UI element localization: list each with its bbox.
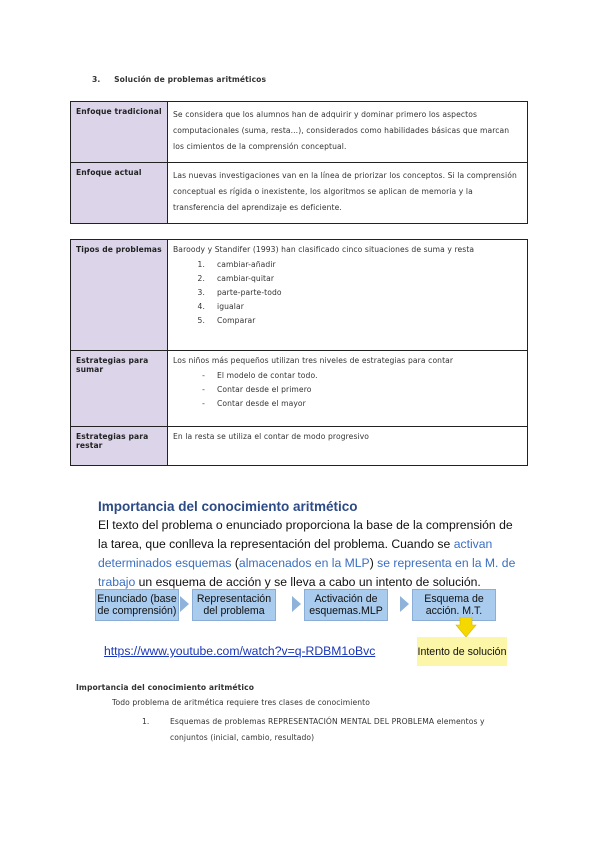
table-row <box>71 427 528 466</box>
table-row <box>71 240 528 351</box>
row-content <box>168 240 528 351</box>
section-title <box>92 75 266 84</box>
row-label: Estrategias para sumar <box>71 351 168 427</box>
list-item: - Contar desde el mayor <box>202 399 306 408</box>
section-title-text: Solución de problemas aritméticos <box>114 75 267 84</box>
arrow-down-icon <box>455 617 477 639</box>
section-number: 3. <box>92 75 101 84</box>
list-item: 1. cambiar-añadir <box>197 260 276 269</box>
row-label: Enfoque actual <box>71 163 168 224</box>
row-label: Estrategias para restar <box>71 427 168 466</box>
importance-paragraph: El texto del problema o enunciado proporciona la base de la comprensión de la tarea, que conlleva la representación del problema. Cuando se activan determinados esquemas (almacenados en la MLP) se representa en la M. de trabajo un esquema de acción y se lleva a cabo un intento de solución. <box>98 518 516 589</box>
row-intro: Baroody y Standifer (1993) han clasificado cinco situaciones de suma y resta <box>173 245 475 254</box>
strategies-list <box>173 368 522 410</box>
highlight-text: activan determinados esquemas <box>98 537 493 570</box>
arrow-right-icon <box>400 596 409 612</box>
table-row <box>71 163 528 224</box>
approach-table <box>70 101 528 224</box>
problem-types-list <box>173 257 522 327</box>
list-item: 5. Comparar <box>197 316 256 325</box>
flow-box-activation: Activación de esquemas.MLP <box>304 589 388 621</box>
notes-item-text: Esquemas de problemas REPRESENTACIÓN MENTAL DEL PROBLEMA elementos y conjuntos (inicial, cambio, resultado) <box>170 717 485 742</box>
notes-list-item <box>142 714 522 746</box>
flow-box-solution: Intento de solución <box>417 637 507 666</box>
list-item: 3. parte-parte-todo <box>197 288 282 297</box>
arrow-right-icon <box>180 596 189 612</box>
table-row <box>71 102 528 163</box>
row-label: Tipos de problemas <box>71 240 168 351</box>
row-label: Enfoque tradicional <box>71 102 168 163</box>
flow-box-representation: Representación del problema <box>192 589 276 621</box>
list-item: - El modelo de contar todo. <box>202 371 318 380</box>
row-text: Las nuevas investigaciones van en la línea de priorizar los conceptos. Si la comprensión conceptual es rígida o inexistente, los algoritmos se aplican de memoria y la transferencia del aprendizaje es deficiente. <box>168 163 528 224</box>
list-item: 4. igualar <box>197 302 244 311</box>
flow-box-statement: Enunciado (base de comprensión) <box>95 589 179 621</box>
notes-heading: Importancia del conocimiento aritmético <box>76 683 255 692</box>
notes-intro: Todo problema de aritmética requiere tres clases de conocimiento <box>112 698 371 707</box>
highlight-text: almacenados en la MLP <box>238 556 370 570</box>
row-text: Se considera que los alumnos han de adquirir y dominar primero los aspectos computacionales (suma, resta...), considerados como habilidades básicas que marcan los cimientos de la comprensión conceptual. <box>168 102 528 163</box>
list-item: 2. cambiar-quitar <box>197 274 275 283</box>
flow-box-action-scheme: Esquema de acción. M.T. <box>412 589 496 621</box>
highlight-text: se representa en la M. de trabajo <box>98 556 516 589</box>
row-content <box>168 351 528 427</box>
row-intro: Los niños más pequeños utilizan tres niveles de estrategias para contar <box>173 356 454 365</box>
list-item: - Contar desde el primero <box>202 385 312 394</box>
row-text: En la resta se utiliza el contar de modo progresivo <box>168 427 528 466</box>
table-row <box>71 351 528 427</box>
arrow-right-icon <box>292 596 301 612</box>
importance-title: Importancia del conocimiento aritmético <box>98 499 358 514</box>
youtube-link[interactable]: https://www.youtube.com/watch?v=q-RDBM1oBvc <box>104 644 376 658</box>
problems-table <box>70 239 528 466</box>
notes-item-number: 1. <box>142 717 150 726</box>
